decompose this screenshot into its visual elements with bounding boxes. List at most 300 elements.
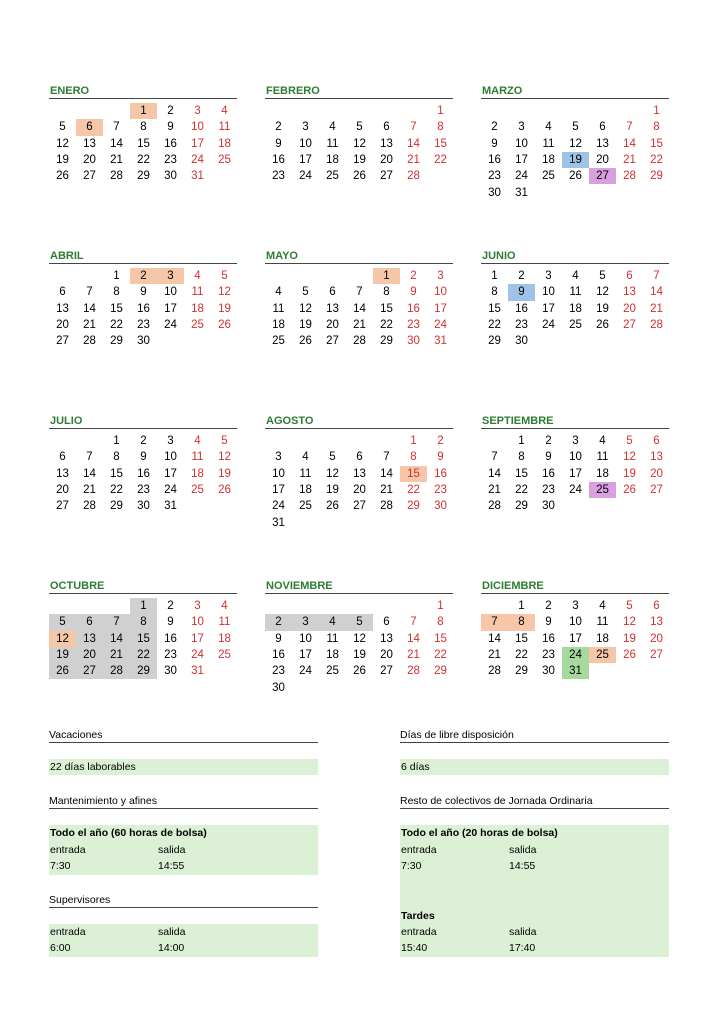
day-cell: 9: [508, 284, 535, 300]
day-cell: 19: [623, 467, 636, 480]
day-cell: 16: [164, 632, 177, 645]
day-cell: 22: [515, 483, 528, 496]
day-cell: 7: [356, 286, 363, 299]
month-title: MARZO: [481, 84, 669, 99]
day-cell: 1: [113, 270, 120, 282]
day-cell: 1: [518, 600, 525, 612]
day-cell: 12: [353, 632, 366, 645]
day-cell: 4: [319, 614, 346, 630]
day-cell: 23: [164, 153, 177, 166]
day-cell: 20: [380, 153, 393, 166]
day-cell: 2: [410, 270, 417, 282]
month-noviembre: [265, 579, 453, 694]
day-cell: 6: [653, 600, 660, 612]
resto-tardes-heading: Tardes: [401, 910, 435, 922]
day-cell: 23: [488, 170, 501, 183]
day-cell: 25: [326, 170, 339, 183]
day-cell: 13: [56, 467, 69, 480]
day-cell: 24: [299, 665, 312, 678]
day-cell: 5: [302, 286, 309, 299]
month-title: DICIEMBRE: [481, 579, 669, 594]
day-cell: 23: [515, 318, 528, 331]
day-cell: 16: [542, 467, 555, 480]
day-cell: 15: [137, 137, 150, 150]
day-cell: 20: [76, 647, 103, 663]
day-cell: 8: [130, 614, 157, 630]
day-cell: 9: [167, 121, 174, 134]
day-cell: 24: [164, 483, 177, 496]
day-cell: 29: [434, 665, 447, 678]
day-cell: 13: [83, 137, 96, 150]
day-cell: 12: [623, 451, 636, 464]
day-cell: 28: [407, 665, 420, 678]
day-cell: 24: [164, 318, 177, 331]
month-title: MAYO: [265, 249, 453, 264]
day-cell: 9: [545, 451, 552, 464]
day-cell: 17: [299, 648, 312, 661]
resto-heading: Todo el año (20 horas de bolsa): [401, 827, 558, 839]
day-cell: 20: [650, 632, 663, 645]
day-cell: 8: [491, 286, 498, 299]
resto-entrada-label: entrada: [401, 844, 437, 856]
day-cell: 30: [164, 665, 177, 678]
day-cell: 8: [383, 286, 390, 299]
month-title: ABRIL: [49, 249, 237, 264]
day-cell: 4: [329, 121, 336, 134]
day-cell: 11: [191, 451, 204, 464]
day-cell: 12: [218, 286, 231, 299]
day-cell: 20: [650, 467, 663, 480]
day-cell: 22: [434, 153, 447, 166]
day-cell: 17: [191, 137, 204, 150]
day-cell: 22: [434, 648, 447, 661]
day-cell: 15: [110, 302, 123, 315]
day-cell: 13: [650, 616, 663, 629]
day-cell: 26: [353, 170, 366, 183]
day-cell: 5: [626, 435, 633, 447]
day-cell: 11: [596, 451, 609, 464]
day-cell: 19: [299, 318, 312, 331]
day-cell: 17: [164, 302, 177, 315]
month-julio: [49, 414, 237, 513]
day-cell: 14: [623, 137, 636, 150]
day-cell: 15: [130, 631, 157, 647]
day-cell: 21: [488, 483, 501, 496]
day-cell: 24: [191, 648, 204, 661]
day-cell: 3: [292, 614, 319, 630]
day-cell: 8: [508, 614, 535, 630]
day-cell: 6: [329, 286, 336, 299]
day-cell: 8: [140, 121, 147, 134]
day-cell: 14: [407, 137, 420, 150]
day-cell: 11: [596, 616, 609, 629]
day-cell: 23: [542, 648, 555, 661]
day-cell: 19: [596, 302, 609, 315]
day-cell: 22: [650, 153, 663, 166]
day-cell: 10: [272, 467, 285, 480]
day-cell: 24: [562, 647, 589, 663]
day-cell: 1: [491, 270, 498, 282]
day-cell: 28: [380, 500, 393, 513]
day-cell: 2: [545, 600, 552, 612]
supervisores-entrada-label: entrada: [50, 926, 86, 938]
day-cell: 19: [326, 483, 339, 496]
day-cell: 21: [407, 648, 420, 661]
day-cell: 30: [137, 335, 150, 348]
day-cell: 13: [326, 302, 339, 315]
vacaciones-title: Vacaciones: [49, 728, 318, 743]
day-cell: 6: [383, 616, 390, 629]
month-enero: [49, 84, 237, 183]
day-cell: 24: [569, 483, 582, 496]
mantenimiento-heading: Todo el año (60 horas de bolsa): [50, 827, 207, 839]
day-cell: 26: [326, 500, 339, 513]
day-cell: 11: [191, 286, 204, 299]
day-cell: 30: [488, 186, 501, 199]
month-title: JULIO: [49, 414, 237, 429]
supervisores-title: Supervisores: [49, 893, 318, 908]
day-cell: 26: [623, 648, 636, 661]
day-cell: 12: [596, 286, 609, 299]
day-cell: 2: [545, 435, 552, 447]
month-agosto: [265, 414, 453, 529]
day-cell: 27: [76, 663, 103, 679]
day-cell: 24: [272, 500, 285, 513]
day-cell: 14: [380, 467, 393, 480]
day-cell: 26: [623, 483, 636, 496]
day-cell: 14: [488, 467, 501, 480]
day-cell: 10: [515, 137, 528, 150]
day-cell: 30: [407, 335, 420, 348]
day-cell: 27: [589, 168, 616, 184]
day-cell: 18: [218, 632, 231, 645]
month-title: AGOSTO: [265, 414, 453, 429]
month-octubre: [49, 579, 237, 678]
month-septiembre: [481, 414, 669, 513]
day-cell: 3: [518, 121, 525, 134]
supervisores-box: [49, 924, 318, 957]
day-cell: 5: [59, 121, 66, 134]
day-cell: 22: [515, 648, 528, 661]
day-cell: 12: [56, 137, 69, 150]
day-cell: 20: [56, 318, 69, 331]
day-cell: 8: [113, 451, 120, 464]
day-cell: 13: [76, 631, 103, 647]
libre-box: [400, 759, 669, 775]
day-cell: 10: [164, 451, 177, 464]
month-abril: [49, 249, 237, 348]
day-cell: 17: [569, 632, 582, 645]
month-mayo: [265, 249, 453, 348]
day-cell: 4: [302, 451, 309, 464]
day-cell: 14: [103, 631, 130, 647]
day-cell: 29: [407, 500, 420, 513]
day-cell: 18: [299, 483, 312, 496]
day-cell: 25: [218, 648, 231, 661]
day-cell: 28: [650, 318, 663, 331]
day-cell: 24: [515, 170, 528, 183]
day-cell: 21: [110, 153, 123, 166]
day-cell: 28: [623, 170, 636, 183]
resto-tardes-entrada: 15:40: [401, 942, 428, 954]
day-cell: 11: [569, 286, 582, 299]
day-cell: 1: [130, 103, 157, 119]
day-cell: 9: [545, 616, 552, 629]
day-cell: 17: [569, 467, 582, 480]
day-cell: 21: [83, 318, 96, 331]
day-cell: 21: [83, 483, 96, 496]
month-febrero: [265, 84, 453, 183]
day-cell: 12: [299, 302, 312, 315]
day-cell: 5: [599, 270, 606, 282]
day-cell: 12: [218, 451, 231, 464]
day-cell: 4: [275, 286, 282, 299]
day-cell: 20: [326, 318, 339, 331]
day-cell: 3: [275, 451, 282, 464]
day-cell: 20: [380, 648, 393, 661]
day-cell: 27: [380, 665, 393, 678]
day-cell: 9: [275, 137, 282, 150]
day-cell: 15: [488, 302, 501, 315]
month-title: FEBRERO: [265, 84, 453, 99]
day-cell: 16: [164, 137, 177, 150]
day-cell: 30: [137, 500, 150, 513]
day-cell: 26: [299, 335, 312, 348]
day-cell: 31: [272, 516, 285, 529]
day-cell: 10: [164, 286, 177, 299]
day-cell: 2: [167, 600, 174, 612]
day-cell: 27: [353, 500, 366, 513]
day-cell: 12: [49, 631, 76, 647]
day-cell: 31: [562, 663, 589, 679]
day-cell: 5: [346, 614, 373, 630]
day-cell: 28: [353, 335, 366, 348]
day-cell: 26: [218, 483, 231, 496]
day-cell: 8: [437, 121, 444, 134]
day-cell: 11: [272, 302, 285, 315]
day-cell: 27: [650, 483, 663, 496]
day-cell: 11: [299, 467, 312, 480]
day-cell: 27: [83, 170, 96, 183]
day-cell: 29: [137, 170, 150, 183]
month-title: OCTUBRE: [49, 579, 237, 594]
resto-tardes-salida: 17:40: [509, 942, 536, 954]
day-cell: 16: [542, 632, 555, 645]
day-cell: 4: [572, 270, 579, 282]
day-cell: 2: [167, 105, 174, 117]
day-cell: 10: [569, 451, 582, 464]
day-cell: 24: [542, 318, 555, 331]
day-cell: 18: [542, 153, 555, 166]
day-cell: 10: [299, 632, 312, 645]
day-cell: 11: [218, 616, 231, 629]
vacaciones-value: 22 días laborables: [50, 761, 136, 773]
day-cell: 22: [137, 153, 150, 166]
day-cell: 23: [137, 318, 150, 331]
day-cell: 3: [194, 105, 201, 117]
day-cell: 30: [542, 665, 555, 678]
day-cell: 29: [488, 335, 501, 348]
day-cell: 18: [569, 302, 582, 315]
day-cell: 29: [130, 663, 157, 679]
day-cell: 5: [329, 451, 336, 464]
day-cell: 31: [191, 170, 204, 183]
day-cell: 2: [130, 268, 157, 284]
day-cell: 10: [569, 616, 582, 629]
day-cell: 29: [380, 335, 393, 348]
day-cell: 13: [380, 632, 393, 645]
month-title: NOVIEMBRE: [265, 579, 453, 594]
resto-box: [400, 825, 669, 957]
day-cell: 27: [56, 500, 69, 513]
mantenimiento-salida-label: salida: [158, 844, 186, 856]
day-cell: 8: [653, 121, 660, 134]
day-cell: 19: [623, 632, 636, 645]
day-cell: 3: [302, 121, 309, 134]
day-cell: 22: [110, 483, 123, 496]
day-cell: 5: [572, 121, 579, 134]
day-cell: 11: [218, 121, 231, 134]
day-cell: 10: [299, 137, 312, 150]
day-cell: 12: [326, 467, 339, 480]
day-cell: 25: [191, 318, 204, 331]
day-cell: 21: [353, 318, 366, 331]
day-cell: 26: [353, 665, 366, 678]
day-cell: 7: [481, 614, 508, 630]
day-cell: 3: [545, 270, 552, 282]
day-cell: 3: [437, 270, 444, 282]
day-cell: 28: [83, 500, 96, 513]
day-cell: 28: [407, 170, 420, 183]
day-cell: 12: [623, 616, 636, 629]
day-cell: 6: [626, 270, 633, 282]
day-cell: 1: [130, 598, 157, 614]
day-cell: 4: [221, 600, 228, 612]
day-cell: 9: [437, 451, 444, 464]
day-cell: 16: [434, 467, 447, 480]
day-cell: 14: [407, 632, 420, 645]
day-cell: 28: [83, 335, 96, 348]
day-cell: 3: [157, 268, 184, 284]
day-cell: 15: [434, 137, 447, 150]
day-cell: 20: [56, 483, 69, 496]
day-cell: 6: [653, 435, 660, 447]
day-cell: 1: [373, 268, 400, 284]
day-cell: 22: [380, 318, 393, 331]
day-cell: 29: [110, 500, 123, 513]
day-cell: 30: [515, 335, 528, 348]
day-cell: 9: [410, 286, 417, 299]
day-cell: 9: [140, 286, 147, 299]
day-cell: 13: [380, 137, 393, 150]
resto-entrada: 7:30: [401, 860, 422, 872]
day-cell: 31: [434, 335, 447, 348]
libre-title: Días de libre disposición: [400, 728, 669, 743]
day-cell: 21: [103, 647, 130, 663]
day-cell: 5: [626, 600, 633, 612]
day-cell: 4: [545, 121, 552, 134]
day-cell: 5: [221, 270, 228, 282]
day-cell: 7: [86, 286, 93, 299]
day-cell: 6: [76, 119, 103, 135]
day-cell: 29: [650, 170, 663, 183]
month-title: SEPTIEMBRE: [481, 414, 669, 429]
day-cell: 25: [569, 318, 582, 331]
day-cell: 23: [407, 318, 420, 331]
day-cell: 19: [49, 647, 76, 663]
day-cell: 11: [542, 137, 555, 150]
day-cell: 17: [299, 153, 312, 166]
day-cell: 18: [596, 467, 609, 480]
day-cell: 27: [326, 335, 339, 348]
day-cell: 28: [488, 500, 501, 513]
day-cell: 26: [569, 170, 582, 183]
month-title: ENERO: [49, 84, 237, 99]
day-cell: 4: [194, 270, 201, 282]
day-cell: 7: [113, 121, 120, 134]
mantenimiento-salida: 14:55: [158, 860, 185, 872]
day-cell: 29: [515, 665, 528, 678]
day-cell: 26: [49, 663, 76, 679]
day-cell: 25: [326, 665, 339, 678]
day-cell: 16: [272, 153, 285, 166]
day-cell: 15: [650, 137, 663, 150]
day-cell: 8: [437, 616, 444, 629]
day-cell: 18: [218, 137, 231, 150]
resto-tardes-entrada-label: entrada: [401, 926, 437, 938]
day-cell: 30: [272, 681, 285, 694]
day-cell: 2: [437, 435, 444, 447]
day-cell: 12: [569, 137, 582, 150]
day-cell: 23: [164, 648, 177, 661]
day-cell: 9: [275, 632, 282, 645]
day-cell: 19: [353, 648, 366, 661]
day-cell: 22: [110, 318, 123, 331]
day-cell: 21: [407, 153, 420, 166]
day-cell: 20: [623, 302, 636, 315]
day-cell: 19: [353, 153, 366, 166]
day-cell: 8: [410, 451, 417, 464]
day-cell: 23: [272, 170, 285, 183]
day-cell: 25: [589, 647, 616, 663]
month-marzo: [481, 84, 669, 199]
day-cell: 27: [56, 335, 69, 348]
day-cell: 25: [218, 153, 231, 166]
vacaciones-box: [49, 759, 318, 775]
day-cell: 4: [221, 105, 228, 117]
day-cell: 18: [191, 302, 204, 315]
day-cell: 29: [515, 500, 528, 513]
day-cell: 13: [623, 286, 636, 299]
resto-title: Resto de colectivos de Jornada Ordinaria: [400, 794, 669, 809]
day-cell: 27: [623, 318, 636, 331]
day-cell: 2: [140, 435, 147, 447]
day-cell: 13: [650, 451, 663, 464]
month-title: JUNIO: [481, 249, 669, 264]
day-cell: 11: [326, 632, 339, 645]
day-cell: 16: [272, 648, 285, 661]
day-cell: 2: [518, 270, 525, 282]
supervisores-salida: 14:00: [158, 942, 185, 954]
day-cell: 28: [110, 170, 123, 183]
day-cell: 20: [596, 153, 609, 166]
resto-tardes-salida-label: salida: [509, 926, 537, 938]
mantenimiento-box: [49, 825, 318, 875]
day-cell: 22: [407, 483, 420, 496]
day-cell: 23: [272, 665, 285, 678]
day-cell: 18: [326, 648, 339, 661]
month-junio: [481, 249, 669, 348]
